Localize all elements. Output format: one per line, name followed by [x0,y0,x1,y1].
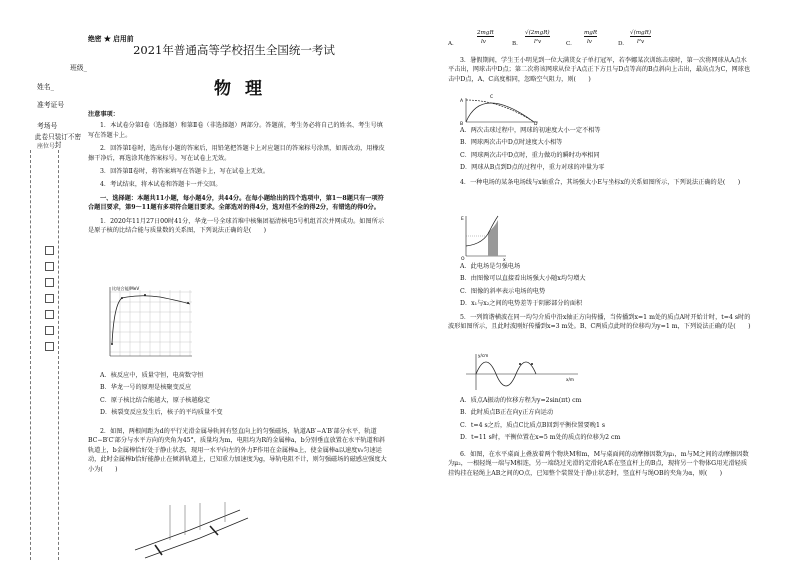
q2-option-d-den: l²v [637,39,645,45]
q3-option-b: B．网球两次击中D点时速度大小相等 [460,139,563,147]
q3-option-c: C．网球两次击中D点时，重力做功的瞬时功率相同 [460,151,600,159]
subject-title: 物 理 [214,79,266,99]
q2-option-c-num: mgR [584,30,598,36]
seat-box-5 [45,310,54,319]
note-item: 2．回答第Ⅰ卷时，选出每小题的答案后，用铅笔把答题卡上对应题目的答案标号涂黑，如需改动，用橡皮擦干净后，再选涂其他答案标号。写在试卷上无效。 [88,145,385,162]
q4-label-e: E [461,217,464,222]
q5-option-a: A．质点A振动的位移方程为y=2sin(πt) cm [460,397,582,404]
note-item: 4．考试结束，将本试卷和答题卡一并交回。 [100,181,222,189]
q4-option-d: D．x₁与x₂之间的电势差等于阴影部分的面积 [460,300,583,308]
class-label: 班级_ [70,64,87,72]
q2-option-d-letter: D. [618,41,625,47]
field-graph [460,214,508,262]
section-heading: 一、选择题：本题共11小题，每小题4分，共44分。在每小题给出的四个选项中，第1～8题只有一项符合题目要求，第9～11题有多项符合题目要求。全部选对的得4分，选对但不全的得2分，有错选的得0分。 [88,194,384,212]
trajectory-figure [460,94,540,126]
room-label: 考场号 [37,122,58,130]
q5-stem: 5．一列简谐横波在同一均匀介质中沿x轴正方向传播，当传播到x=1 m处的质点A时开始计时，t=4 s时的波形如图所示，且此时波刚好传播到x=3 m处。B、C两质点此时的位移均为y=1 m，下列说法正确的是( ) [448,314,751,331]
seat-box-4 [45,294,54,303]
q5-option-b: B．此时质点B正在向y正方向运动 [460,409,554,417]
label-d: D [534,122,538,126]
q3-option-d: D．网球从B点到D点的过程中，重力对球的冲量为零 [460,164,605,172]
q1-option-d: D．核裂变反应发生后，核子的平均质量不变 [100,409,223,417]
q1-option-c: C．原子核比结合能越大，原子核越稳定 [100,396,210,404]
binding-line [30,150,31,560]
q6-stem: 6．如图，在水平桌面上叠放着两个物块M和m，M与桌面间的动摩擦因数为μ₁，m与M之间的动摩擦因数为μ₂，一根轻绳一端与M相连，另一端绕过光滑的定滑轮A系在竖直杆上的B点，现将另一个物体G用光滑轻质挂钩挂在轻绳上AB之间的O点，已知整个装置处于静止状态时，竖直杆与绳OB的夹角为α，则( ) [448,451,749,477]
binding-energy-figure [100,284,196,364]
q2-option-a-letter: A. [448,41,454,47]
q3-stem: 3．暑假期间，学生王小明见到一位大满贯女子单打冠军，若李娜某次训练击球时，第一次将网球从A点水平击出，网球击中D点；第二次将该网球从位于A点正下方且与D点等高的B点斜向上击出，最高点为C，网球也击中D点，A、C高度相同，忽略空气阻力，则( ) [448,57,751,83]
q3-options [460,126,750,173]
wave-figure [462,352,582,392]
seat-label: 座位号 [37,143,56,150]
q2-option-b-letter: B. [512,41,518,47]
q4-option-c: C．图像的斜率表示电场的电势 [460,287,546,295]
seat-box-6 [45,326,54,335]
q2-option-c-den: lv [587,39,592,45]
notes [88,110,388,235]
seat-box-7 [45,342,54,351]
ticket-label: 准考证号 [37,101,65,109]
q3-option-a: A．两次击球过程中，网球的初速度大小一定不相等 [460,127,601,134]
q1-options [100,371,390,418]
q5-label-y: y/cm [478,353,489,358]
q2-option-b-num: √(2mgR) [525,30,550,36]
q5-option-d: D．t=11 s时，平衡位置在x=5 m处的质点的位移为2 cm [460,434,621,442]
confidential-mark: 绝密 ★ 启用前 [88,35,134,43]
exam-title: 2021年普通高等学校招生全国统一考试 [133,43,335,57]
q4-stem: 4．一种电场的某条电场线与x轴重合，其场强大小E与坐标x的关系如图所示，下列说法正确的是( ) [460,179,741,186]
q2-stem: 2．如图，两根间距为d的平行光滑金属导轨间有竖直向上的匀强磁场，轨道AB′−A′B′部分水平，轨道BC−B′C′部分与水平方向的夹角为45°，质量均为m，电阻均为R的金属棒a，b分别垂直放置在水平轨道和斜轨道上，b金属棒恰好处于静止状态，现用一水平向左的外力F作用在金属棒a上，使金属棒a以速度v₀匀速运动，此时金属棒b恰好能静止在倾斜轨道上，已知重力加速度为g，导轨电阻不计，则匀强磁场的磁感应强度大小为( ) [88,428,387,473]
q2-options [448,30,738,52]
q2-option-d-num: √(mgR) [630,30,652,36]
seat-box-1 [45,246,54,255]
seat-box-3 [45,278,54,287]
q4-label-o: O [461,257,465,262]
note-item: 3．回答第Ⅱ卷时，将答案填写在答题卡上，写在试卷上无效。 [100,168,270,176]
q4-options [460,262,750,309]
q1-stem: 1．2020年11月27日00时41分，华龙一号全球首堆中核集团福清核电5号机组首次并网成功。如图所示是原子核的比结合能与质量数的关系图，下列说法正确的是( ) [88,217,385,235]
label-a: A [460,99,464,104]
q2-option-c-letter: C. [566,41,572,47]
q1-option-a: A．核反应中，质量守恒，电荷数守恒 [100,372,204,379]
q2-option-a-num: 2mgR [477,30,494,36]
name-label: 姓名_ [37,83,54,91]
notes-title: 注意事项： [88,111,119,118]
q4-label-x: x [503,258,506,262]
q5-options [460,396,750,443]
rails-figure [130,500,250,560]
q2-option-a-den: lv [481,39,486,45]
q1-ylabel: 比结合能/MeV [112,286,140,291]
note-item: 1．本试卷分第Ⅰ卷（选择题）和第Ⅱ卷（非选择题）两部分。答题前，考生务必将自己的姓名、考生号填写在答题卡上。 [88,122,383,139]
q5-option-c: C．t=4 s之后，质点C比质点B回到平衡位置要晚1 s [460,421,606,429]
q5-label-x: x/m [566,377,574,382]
seal-label-text: 此卷只装订不密封 [34,133,82,149]
q1-option-b: B．华龙一号的原理是核聚变反应 [100,384,192,392]
label-b: B [460,122,464,126]
q4-option-b: B．由图像可以直接看出场强大小随x均匀增大 [460,275,586,283]
label-c: C [490,95,494,100]
seat-box-2 [45,262,54,271]
q4-option-a: A．此电场是匀强电场 [460,263,521,270]
q2-option-b-den: l²v [534,39,542,45]
binding-line-inner [58,150,59,560]
